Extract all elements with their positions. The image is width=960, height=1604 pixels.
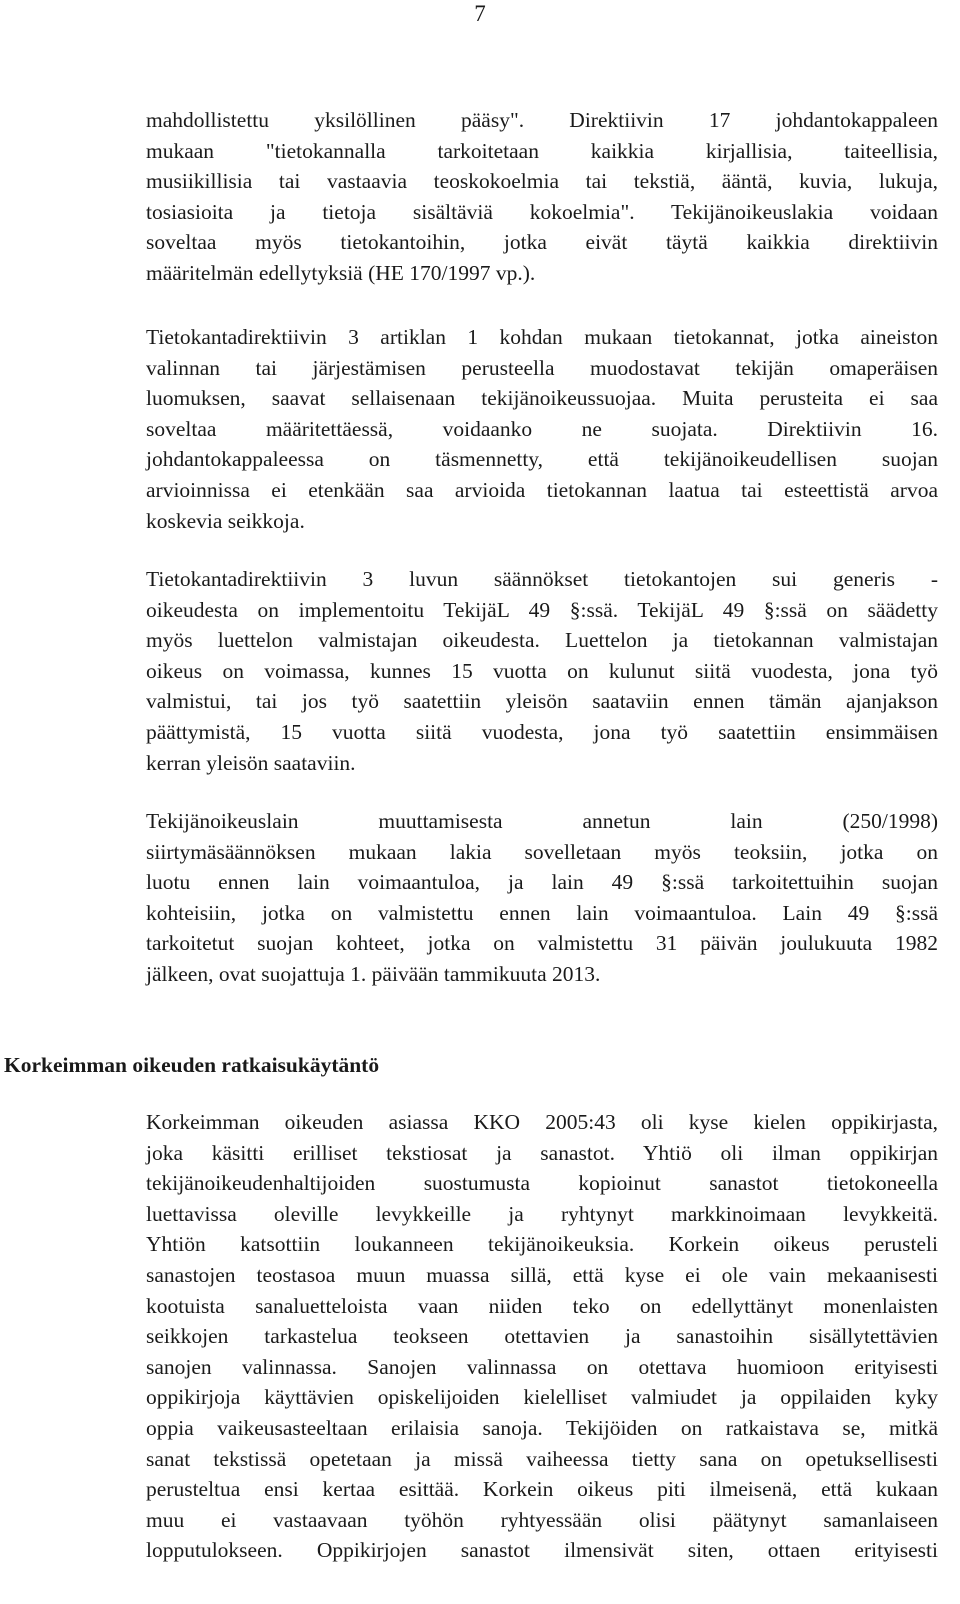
text-line: oikeudesta on implementoitu TekijäL 49 §:ssä. TekijäL 49 §:ssä on säädetty — [146, 597, 938, 622]
text-line: seikkojen tarkastelua teokseen otettavien ja sanastoihin sisällytettävien — [146, 1324, 938, 1349]
text-line: tosiasioita ja tietoja sisältäviä kokoelmia". Tekijänoikeuslakia voidaan — [146, 199, 938, 224]
text-line: lopputulokseen. Oppikirjojen sanastot ilmensivät siten, ottaen erityisesti — [146, 1538, 938, 1563]
text-line: perusteltua ensi kertaa esittää. Korkein oikeus piti ilmeisenä, että kukaan — [146, 1477, 938, 1502]
text-line: johdantokappaleessa on täsmennetty, että tekijänoikeudellisen suojan — [146, 447, 938, 472]
text-line: jälkeen, ovat suojattuja 1. päivään tammikuuta 2013. — [146, 961, 601, 986]
text-line: soveltaa määritettäessä, voidaanko ne suojata. Direktiivin 16. — [146, 416, 938, 441]
paragraph-kko-2005-43 — [146, 1107, 938, 1566]
text-line: mahdollistettu yksilöllinen pääsy". Direktiivin 17 johdantokappaleen — [146, 108, 938, 132]
page-number: 7 — [474, 1, 486, 26]
text-line: kohteisiin, jotka on valmistettu ennen lain voimaantuloa. Lain 49 §:ssä — [146, 900, 938, 925]
text-line: joka käsitti erilliset tekstiosat ja sanastot. Yhtiö oli ilman oppikirjan — [146, 1140, 938, 1165]
text-line: määritelmän edellytyksiä (HE 170/1997 vp.). — [146, 260, 536, 285]
section-heading: Korkeimman oikeuden ratkaisukäytäntö — [4, 1053, 380, 1077]
text-line: siirtymäsäännöksen mukaan lakia sovelletaan myös teoksiin, jotka on — [146, 839, 938, 864]
paragraph-transition-provision — [146, 806, 938, 990]
text-line: valinnan tai järjestämisen perusteella muodostavat tekijän omaperäisen — [146, 355, 938, 380]
text-line: luettavissa oleville levykkeille ja ryhtynyt markkinoimaan levykkeitä. — [146, 1201, 938, 1226]
text-line: arvioinnissa ei etenkään saa arvioida tietokannan laatua tai esteettistä arvoa — [146, 477, 938, 502]
text-line: koskevia seikkoja. — [146, 508, 305, 533]
text-line: musiikillisia tai vastaavia teoskokoelmia tai tekstiä, ääntä, kuvia, lukuja, — [146, 169, 938, 194]
text-line: Tekijänoikeuslain muuttamisesta annetun lain (250/1998) — [146, 809, 938, 833]
text-line: päättymistä, 15 vuotta siitä vuodesta, jona työ saatettiin ensimmäisen — [146, 719, 938, 744]
text-line: Tietokantadirektiivin 3 luvun säännökset tietokantojen sui generis - — [146, 567, 938, 591]
text-line: soveltaa myös tietokantoihin, jotka eivät täytä kaikkia direktiivin — [146, 230, 938, 255]
text-line: muu ei vastaavaan työhön ryhtyessään olisi päätynyt samanlaiseen — [146, 1507, 938, 1532]
paragraph-database-definition — [146, 105, 938, 289]
text-line: kerran yleisön saataviin. — [146, 750, 356, 775]
text-line: oikeus on voimassa, kunnes 15 vuotta on kulunut siitä vuodesta, jona työ — [146, 658, 938, 683]
text-line: luomuksen, saavat sellaisenaan tekijänoikeussuojaa. Muita perusteita ei saa — [146, 386, 938, 411]
text-line: Yhtiön katsottiin loukanneen tekijänoikeuksia. Korkein oikeus perusteli — [146, 1232, 938, 1257]
text-line: kootuista sanaluetteloista vaan niiden teko on edellyttänyt monenlaisten — [146, 1293, 938, 1318]
text-line: sanastojen teostasoa muun muassa sillä, että kyse ei ole vain mekaanisesti — [146, 1262, 938, 1287]
text-line: Tietokantadirektiivin 3 artiklan 1 kohdan mukaan tietokannat, jotka aineiston — [146, 325, 938, 349]
paragraph-sui-generis — [146, 564, 938, 778]
text-line: Korkeimman oikeuden asiassa KKO 2005:43 oli kyse kielen oppikirjasta, — [146, 1110, 938, 1134]
text-line: luotu ennen lain voimaantuloa, ja lain 49 §:ssä tarkoitettuihin suojan — [146, 870, 938, 895]
text-line: myös luettelon valmistajan oikeudesta. Luettelon ja tietokannan valmistajan — [146, 628, 938, 653]
text-line: sanojen valinnassa. Sanojen valinnassa on otettava huomioon erityisesti — [146, 1354, 938, 1379]
text-line: sanat tekstissä opetetaan ja missä vaiheessa tietty sana on opetuksellisesti — [146, 1446, 938, 1471]
text-line: valmistui, tai jos työ saatettiin yleisön saataviin ennen tämän ajanjakson — [146, 689, 938, 714]
paragraph-article-3 — [146, 322, 938, 536]
text-line: tekijänoikeudenhaltijoiden suostumusta kopioinut sanastot tietokoneella — [146, 1171, 938, 1196]
text-line: tarkoitetut suojan kohteet, jotka on valmistettu 31 päivän joulukuuta 1982 — [146, 931, 938, 956]
text-line: oppikirjoja käyttävien opiskelijoiden kielelliset valmiudet ja oppilaiden kyky — [146, 1385, 938, 1410]
text-line: mukaan "tietokannalla tarkoitetaan kaikkia kirjallisia, taiteellisia, — [146, 138, 938, 163]
text-line: oppia vaikeusasteeltaan erilaisia sanoja. Tekijöiden on ratkaistava se, mitkä — [146, 1415, 938, 1440]
